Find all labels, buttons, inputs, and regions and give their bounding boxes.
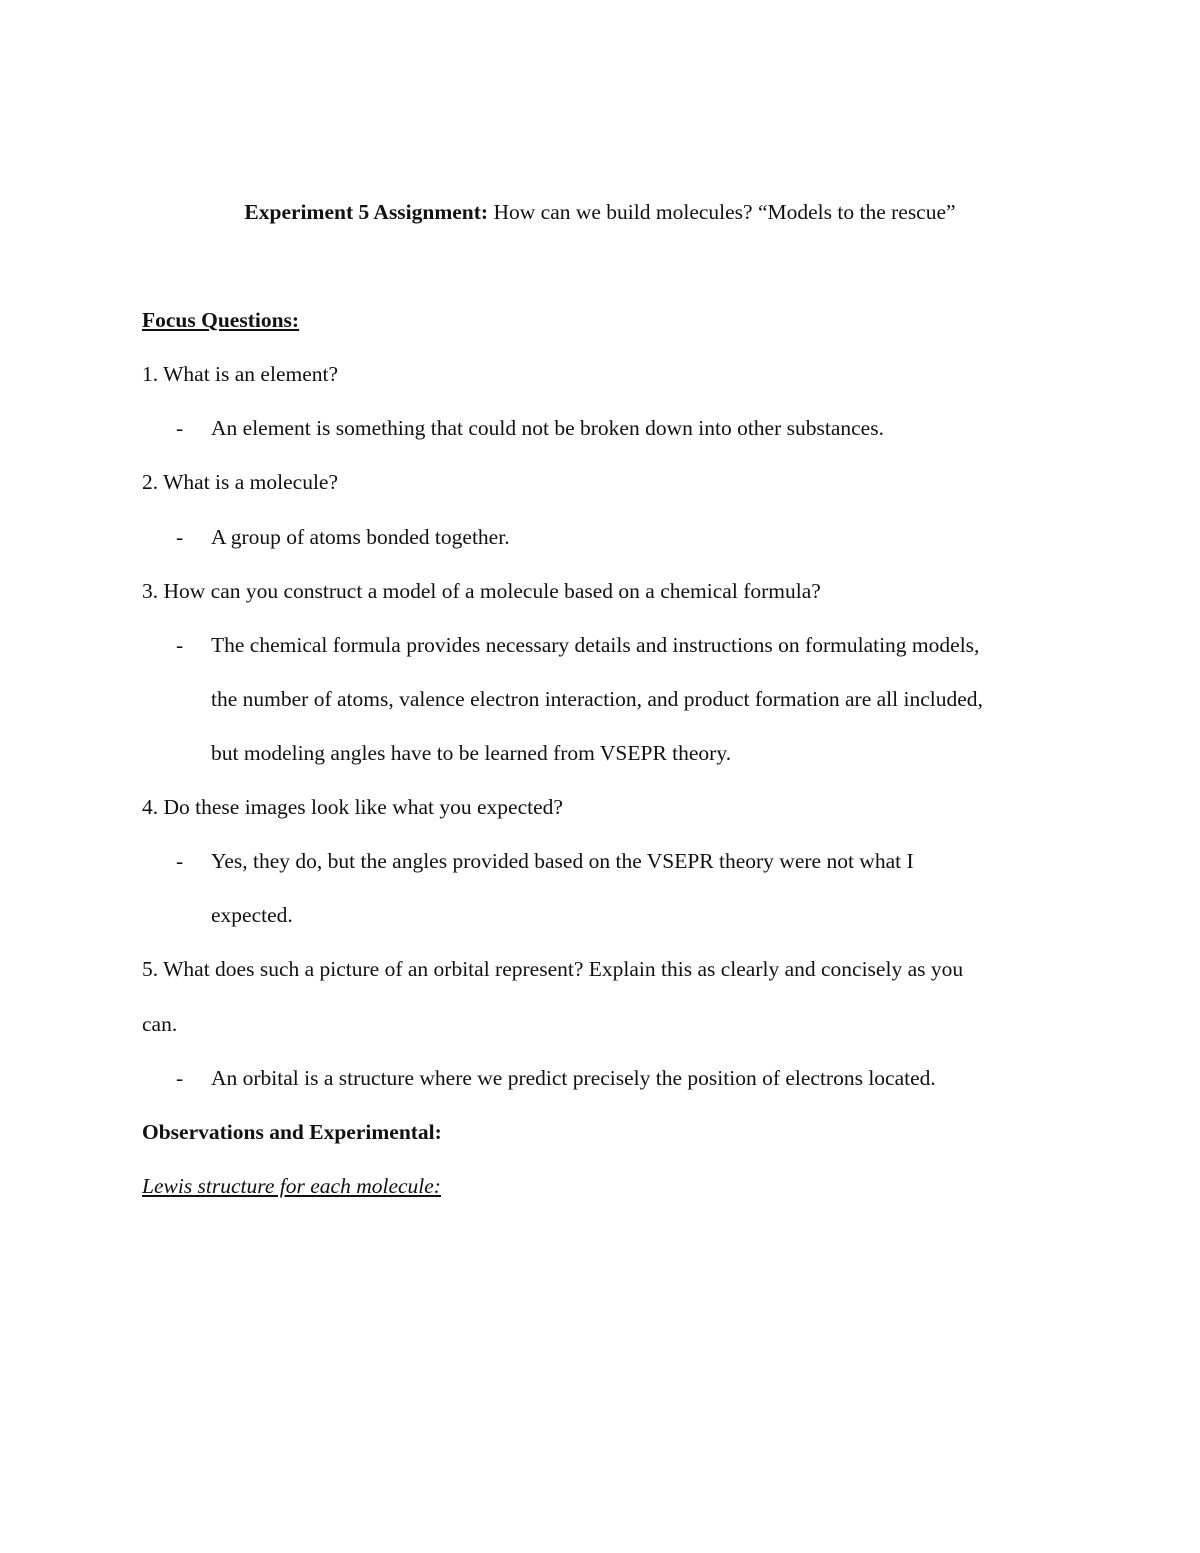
question-1: 1. What is an element?	[142, 362, 339, 386]
question-3: 3. How can you construct a model of a molecule based on a chemical formula?	[142, 579, 821, 603]
answer-4-line-2: expected.	[211, 903, 293, 927]
answer-4-line-1: Yes, they do, but the angles provided based on the VSEPR theory were not what I	[211, 849, 914, 873]
answer-5: An orbital is a structure where we predict precisely the position of electrons located.	[211, 1066, 936, 1090]
page-title	[0, 199, 1200, 225]
title-bold: Experiment 5 Assignment:	[244, 200, 489, 224]
lewis-structure-heading: Lewis structure for each molecule:	[142, 1174, 441, 1198]
answer-3-line-1: The chemical formula provides necessary details and instructions on formulating models,	[211, 633, 980, 657]
answer-dash: -	[176, 525, 184, 549]
observations-heading: Observations and Experimental:	[142, 1120, 442, 1144]
answer-2: A group of atoms bonded together.	[211, 525, 510, 549]
answer-dash: -	[176, 633, 184, 657]
title-text: How can we build molecules? “Models to the rescue”	[488, 200, 956, 224]
question-4: 4. Do these images look like what you expected?	[142, 795, 563, 819]
question-5-line-1: 5. What does such a picture of an orbital represent? Explain this as clearly and concisely as you	[142, 957, 964, 981]
answer-dash: -	[176, 1066, 184, 1090]
focus-questions-heading: Focus Questions:	[142, 308, 300, 332]
question-2: 2. What is a molecule?	[142, 470, 339, 494]
question-5-line-2: can.	[142, 1012, 178, 1036]
answer-1: An element is something that could not be broken down into other substances.	[211, 416, 884, 440]
answer-dash: -	[176, 849, 184, 873]
answer-3-line-3: but modeling angles have to be learned from VSEPR theory.	[211, 741, 732, 765]
answer-dash: -	[176, 416, 184, 440]
answer-3-line-2: the number of atoms, valence electron interaction, and product formation are all included,	[211, 687, 983, 711]
